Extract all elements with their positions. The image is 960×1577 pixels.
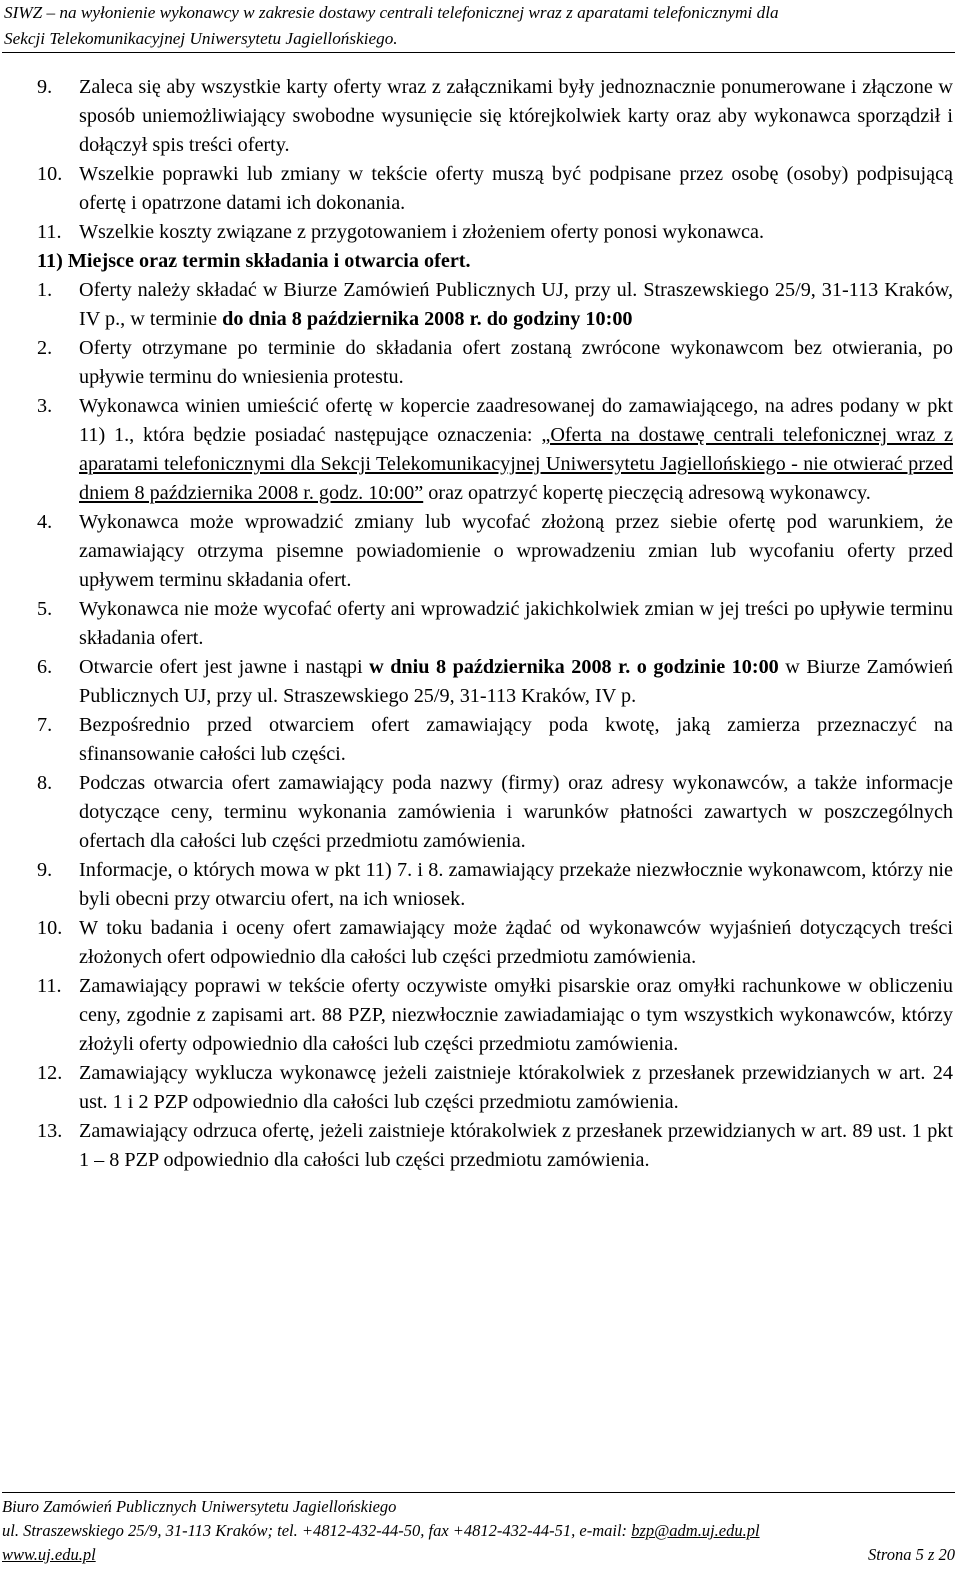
website-link[interactable]: www.uj.edu.pl [2, 1545, 96, 1564]
footer-contact [2, 1519, 955, 1543]
item-text-part: w Biurze Zamówień Publicznych UJ, przy ul. Straszewskiego 25/9, 31-113 Kraków, IV p. [79, 656, 953, 707]
envelope-marking: „Oferta na dostawę centrali telefonicznej wraz z aparatami telefonicznymi dla Sekcji Telekomunikacyjnej Uniwersytetu Jagiellońskiego - nie otwierać przed dniem 8 października 2008 r. godz. 10:00” [79, 424, 953, 504]
item-text: W toku badania i oceny ofert zamawiający może żądać od wykonawców wyjaśnień dotyczących treści złożonych ofert odpowiednio dla całości lub części przedmiotu zamówienia. [79, 917, 953, 968]
item-text-part: Wykonawca winien umieścić ofertę w kopercie zaadresowanej do zamawiającego, na adres podany w pkt 11) 1. [79, 395, 953, 446]
item-number: 1. [37, 279, 53, 301]
item-text: Wszelkie poprawki lub zmiany w tekście oferty muszą być podpisane przez osobę (osoby) podpisującą ofertę i opatrzone datami ich dokonania. [79, 163, 953, 214]
list-item [37, 1059, 953, 1117]
item-number: 13. [37, 1120, 63, 1142]
item-number: 6. [37, 656, 53, 678]
footer-org-name: Biuro Zamówień Publicznych Uniwersytetu Jagiellońskiego [2, 1497, 397, 1516]
item-text-part: , która będzie posiadać następujące oznaczenia: [129, 424, 542, 446]
item-number: 4. [37, 511, 53, 533]
list-item [37, 1117, 953, 1175]
item-text [79, 392, 953, 508]
list-item [37, 856, 953, 914]
item-number: 9. [37, 859, 53, 881]
item-number: 11. [37, 975, 62, 997]
item-text-part: Otwarcie ofert jest jawne i nastąpi [79, 656, 370, 678]
list-item [37, 653, 953, 711]
item-text-part: , w terminie [120, 308, 223, 330]
item-text: Oferty otrzymane po terminie do składania ofert zostaną zwrócone wykonawcom bez otwierania, po upływie terminu do wniesienia protestu. [79, 337, 953, 388]
list-item [37, 334, 953, 392]
item-text: Zaleca się aby wszystkie karty oferty wraz z załącznikami były jednoznacznie ponumerowane i złączone w sposób uniemożliwiający swobodne wysunięcie się którejkolwiek karty oraz aby wykonawca sporządził i dołączył spis treści oferty. [79, 76, 953, 156]
footer-bottom-row [2, 1543, 955, 1567]
footer-address: ul. Straszewskiego 25/9, 31-113 Kraków; tel. +4812-432-44-50, fax +4812-432-44-51, e-mail: [2, 1521, 632, 1540]
item-text: Informacje, o których mowa w pkt 11) 7. i 8. zamawiający przekaże niezwłocznie wykonawcom, którzy nie byli obecni przy otwarciu ofert, na ich wniosek. [79, 859, 953, 910]
footer-rule [2, 1492, 955, 1493]
item-text: Zamawiający odrzuca ofertę, jeżeli zaistnieje którakolwiek z przesłanek przewidzianych w art. 89 ust. 1 pkt 1 – 8 PZP odpowiednio dla całości lub części przedmiotu zamówienia. [79, 1120, 953, 1171]
list-item [37, 508, 953, 595]
item-text: Zamawiający poprawi w tekście oferty oczywiste omyłki pisarskie oraz omyłki rachunkowe w obliczeniu ceny, zgodnie z zapisami art. 88 PZP, niezwłocznie zawiadamiając o tym wszystkich wykonawców, którzy złożyli oferty odpowiednio dla całości lub części przedmiotu zamówienia. [79, 975, 953, 1055]
page-header [4, 0, 954, 52]
section-heading: 11) Miejsce oraz termin składania i otwarcia ofert. [37, 250, 471, 272]
email-link[interactable]: bzp@adm.uj.edu.pl [631, 1521, 760, 1540]
deadline-text: do dnia 8 października 2008 r. do godziny 10:00 [222, 308, 633, 330]
opening-date-text: w dniu 8 października 2008 r. o godzinie 10:00 [369, 656, 779, 678]
list-item [37, 711, 953, 769]
list-item [37, 160, 953, 218]
item-text-part: oraz opatrzyć kopertę pieczęcią adresową wykonawcy. [423, 482, 871, 504]
item-text [79, 276, 953, 334]
item-number: 5. [37, 598, 53, 620]
item-number: 9. [37, 76, 53, 98]
item-text: Podczas otwarcia ofert zamawiający poda nazwy (firmy) oraz adresy wykonawców, a także informacje dotyczące ceny, terminu wykonania zamówienia i warunków płatności zawartych w poszczególnych ofertach dla całości lub części przedmiotu zamówienia. [79, 772, 953, 852]
item-number: 10. [37, 163, 63, 185]
item-number: 12. [37, 1062, 63, 1084]
list-item [37, 392, 953, 508]
item-text: Wszelkie koszty związane z przygotowaniem i złożeniem oferty ponosi wykonawca. [79, 221, 764, 243]
item-text-part: Oferty należy składać w Biurze Zamówień Publicznych UJ, przy ul. Straszewskiego 25/9, 31-113 Kraków, IV p. [79, 279, 953, 330]
item-text: Wykonawca nie może wycofać oferty ani wprowadzić jakichkolwiek zmian w jej treści po upływie terminu składania ofert. [79, 598, 953, 649]
item-number: 7. [37, 714, 53, 736]
item-text [79, 653, 953, 711]
item-text: Bezpośrednio przed otwarciem ofert zamawiający poda kwotę, jaką zamierza przeznaczyć na sfinansowanie całości lub części. [79, 714, 953, 765]
page-footer [2, 1495, 955, 1567]
list-item [37, 972, 953, 1059]
list-item [37, 276, 953, 334]
item-number: 11. [37, 221, 62, 243]
item-text: Zamawiający wyklucza wykonawcę jeżeli zaistnieje którakolwiek z przesłanek przewidzianych w art. 24 ust. 1 i 2 PZP odpowiednio dla całości lub części przedmiotu zamówienia. [79, 1062, 953, 1113]
item-number: 3. [37, 395, 53, 417]
list-item [37, 218, 953, 247]
list-item [37, 595, 953, 653]
item-text: Wykonawca może wprowadzić zmiany lub wycofać złożoną przez siebie ofertę pod warunkiem, że zamawiający otrzyma pisemne powiadomienie o wprowadzeniu zmian lub wycofaniu oferty przed upływem terminu składania ofert. [79, 511, 953, 591]
list-item [37, 769, 953, 856]
item-number: 10. [37, 917, 63, 939]
page-number: Strona 5 z 20 [868, 1545, 955, 1564]
header-line-2: Sekcji Telekomunikacyjnej Uniwersytetu Jagiellońskiego. [4, 29, 398, 48]
header-line-1: SIWZ – na wyłonienie wykonawcy w zakresie dostawy centrali telefonicznej wraz z aparatami telefonicznymi dla [4, 3, 779, 22]
list-item [37, 73, 953, 160]
item-number: 8. [37, 772, 53, 794]
item-number: 2. [37, 337, 53, 359]
header-rule [2, 52, 955, 53]
list-item [37, 914, 953, 972]
document-body [37, 73, 953, 1175]
